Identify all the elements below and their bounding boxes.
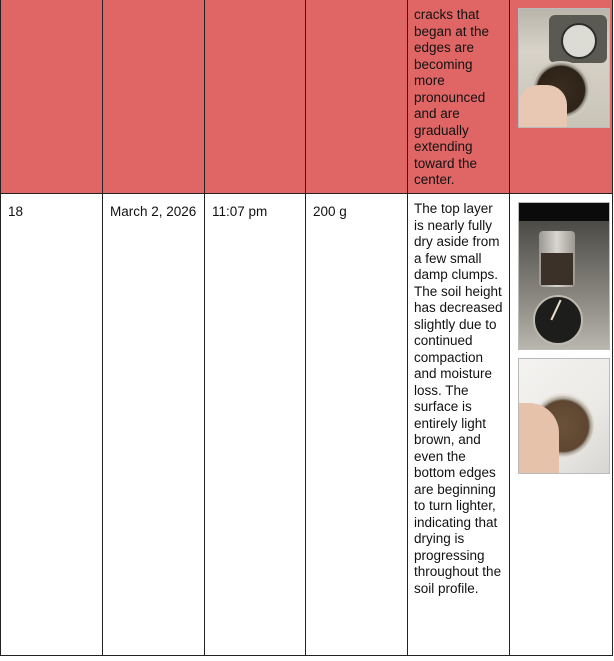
soil-cup-on-scale-photo bbox=[518, 8, 610, 128]
soil-cup-top-view-photo bbox=[518, 358, 610, 474]
notes-text: The top layer is nearly fully dry aside from a few small damp clumps. The soil height has decreased slightly due to continued compaction and moisture loss. The surface is entirely light brown, and even the bottom edges are beginning to turn lighter, indicating that drying is progressing throughout the soil profile. bbox=[414, 201, 503, 596]
weight-cell bbox=[306, 194, 408, 656]
photo-cell bbox=[510, 0, 613, 194]
scale-reading-screenshot-photo bbox=[518, 202, 610, 350]
notes-cell bbox=[408, 0, 510, 194]
notes-text: cracks that began at the edges are becoming more pronounced and are gradually extending toward the center. bbox=[414, 7, 490, 187]
date-cell bbox=[103, 194, 205, 656]
entry-number: 18 bbox=[8, 204, 24, 219]
time-cell bbox=[205, 0, 306, 194]
entry-time: 11:07 pm bbox=[212, 204, 268, 219]
entry-cell bbox=[1, 194, 103, 656]
entry-weight: 200 g bbox=[313, 204, 347, 219]
entry-cell bbox=[1, 0, 103, 194]
table-row bbox=[1, 194, 613, 656]
weight-cell bbox=[306, 0, 408, 194]
entry-date: March 2, 2026 bbox=[110, 204, 197, 219]
date-cell bbox=[103, 0, 205, 194]
notes-cell bbox=[408, 194, 510, 656]
table-row bbox=[1, 0, 613, 194]
time-cell bbox=[205, 194, 306, 656]
photo-cell bbox=[510, 194, 613, 656]
